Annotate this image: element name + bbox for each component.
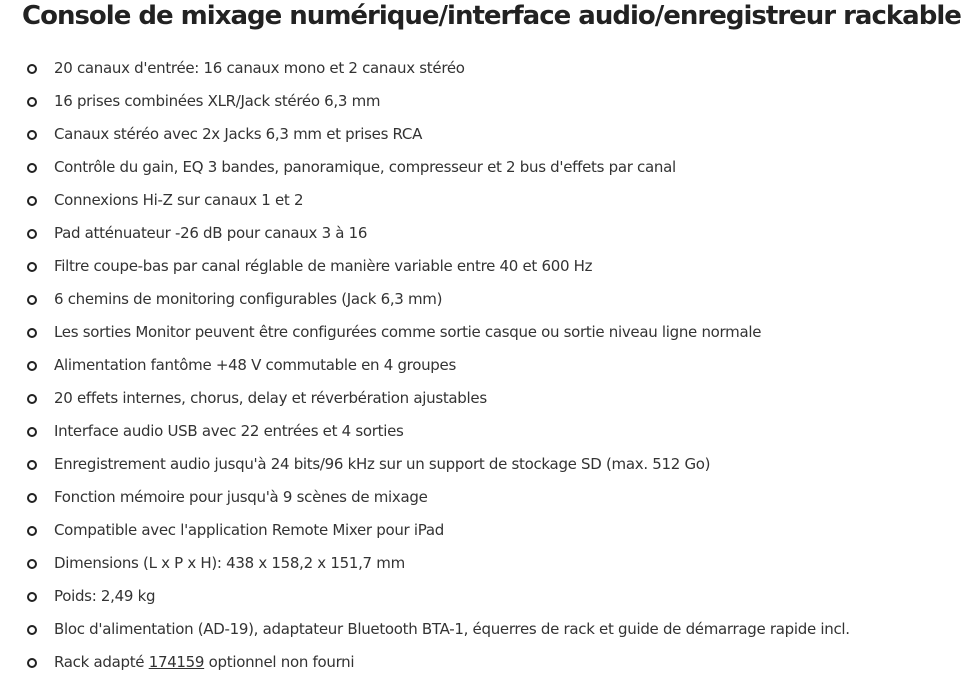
list-item-text: Fonction mémoire pour jusqu'à 9 scènes de mixage	[54, 488, 428, 506]
rack-suffix-text: optionnel non fourni	[204, 653, 355, 671]
feature-list	[0, 52, 972, 679]
list-item	[0, 514, 972, 547]
list-item	[0, 547, 972, 580]
bullet-icon	[27, 229, 37, 239]
bullet-icon	[27, 559, 37, 569]
bullet-icon	[27, 460, 37, 470]
list-item-text: Poids: 2,49 kg	[54, 587, 156, 605]
list-item-text: Bloc d'alimentation (AD-19), adaptateur Bluetooth BTA-1, équerres de rack et guide de démarrage rapide incl.	[54, 620, 850, 638]
list-item	[0, 184, 972, 217]
bullet-icon	[27, 130, 37, 140]
list-item	[0, 415, 972, 448]
rack-prefix-text: Rack adapté	[54, 653, 149, 671]
page-title: Console de mixage numérique/interface audio/enregistreur rackable	[22, 1, 961, 31]
list-item-text: Filtre coupe-bas par canal réglable de manière variable entre 40 et 600 Hz	[54, 257, 593, 275]
list-item	[0, 151, 972, 184]
bullet-icon	[27, 97, 37, 107]
list-item	[0, 250, 972, 283]
list-item	[0, 85, 972, 118]
list-item-text: Enregistrement audio jusqu'à 24 bits/96 kHz sur un support de stockage SD (max. 512 Go)	[54, 455, 711, 473]
bullet-icon	[27, 526, 37, 536]
list-item-text: Alimentation fantôme +48 V commutable en 4 groupes	[54, 356, 456, 374]
list-item-text: Dimensions (L x P x H): 438 x 158,2 x 151,7 mm	[54, 554, 405, 572]
list-item	[0, 52, 972, 85]
bullet-icon	[27, 196, 37, 206]
list-item	[0, 316, 972, 349]
list-item-text: Interface audio USB avec 22 entrées et 4 sorties	[54, 422, 404, 440]
list-item	[0, 580, 972, 613]
list-item-text: 20 effets internes, chorus, delay et réverbération ajustables	[54, 389, 487, 407]
list-item-text: Canaux stéréo avec 2x Jacks 6,3 mm et prises RCA	[54, 125, 423, 143]
list-item	[0, 283, 972, 316]
list-item	[0, 118, 972, 151]
list-item	[0, 382, 972, 415]
list-item	[0, 448, 972, 481]
list-item-text: 6 chemins de monitoring configurables (Jack 6,3 mm)	[54, 290, 443, 308]
bullet-icon	[27, 295, 37, 305]
bullet-icon	[27, 394, 37, 404]
bullet-icon	[27, 592, 37, 602]
bullet-icon	[27, 427, 37, 437]
bullet-icon	[27, 625, 37, 635]
list-item	[0, 481, 972, 514]
list-item	[0, 613, 972, 646]
bullet-icon	[27, 361, 37, 371]
list-item	[0, 217, 972, 250]
list-item-text: Pad atténuateur -26 dB pour canaux 3 à 16	[54, 224, 368, 242]
bullet-icon	[27, 658, 37, 668]
list-item-rack	[0, 646, 972, 679]
bullet-icon	[27, 493, 37, 503]
bullet-icon	[27, 64, 37, 74]
list-item-text: Compatible avec l'application Remote Mixer pour iPad	[54, 521, 444, 539]
bullet-icon	[27, 262, 37, 272]
list-item-text: Les sorties Monitor peuvent être configurées comme sortie casque ou sortie niveau ligne normale	[54, 323, 762, 341]
list-item-text: 16 prises combinées XLR/Jack stéréo 6,3 mm	[54, 92, 381, 110]
list-item-text: Connexions Hi-Z sur canaux 1 et 2	[54, 191, 304, 209]
rack-product-link[interactable]: 174159	[148, 653, 205, 671]
list-item-text: 20 canaux d'entrée: 16 canaux mono et 2 canaux stéréo	[54, 59, 465, 77]
bullet-icon	[27, 163, 37, 173]
list-item	[0, 349, 972, 382]
bullet-icon	[27, 328, 37, 338]
list-item-text: Contrôle du gain, EQ 3 bandes, panoramique, compresseur et 2 bus d'effets par canal	[54, 158, 676, 176]
